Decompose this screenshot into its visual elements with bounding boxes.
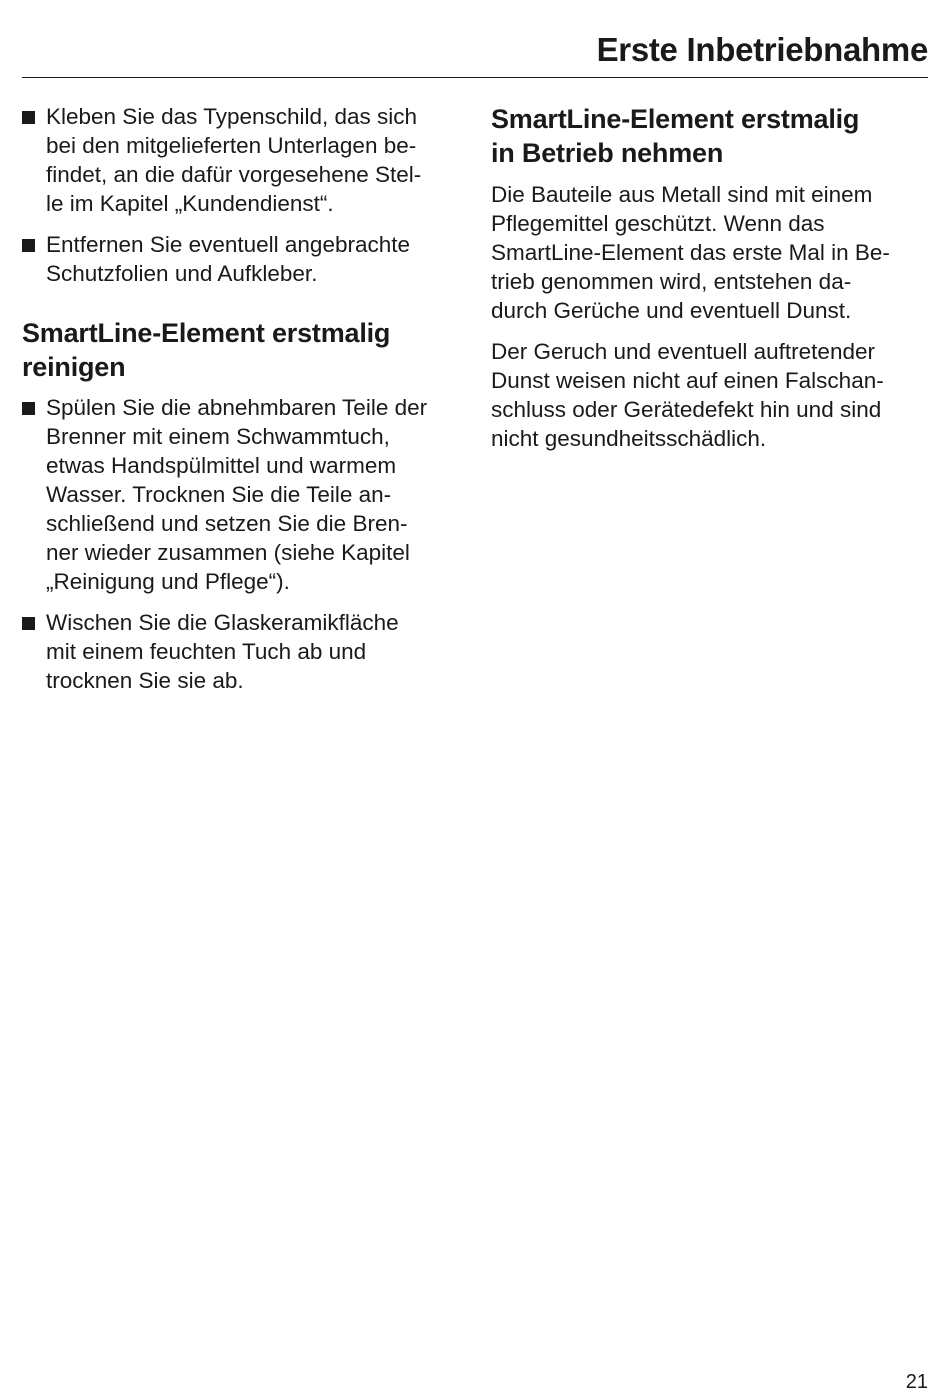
left-column	[22, 102, 466, 707]
paragraph: Die Bauteile aus Metall sind mit einem Pflegemittel geschützt. Wenn das SmartLine-Element das erste Mal in Be- trieb genommen wird, entstehen da- durch Gerüche und eventuell Dunst.	[491, 182, 890, 323]
list-item	[22, 393, 466, 596]
list-item-text: Entfernen Sie eventuell angebrachte Schutzfolien und Aufkleber.	[46, 232, 411, 286]
list-item-text: Kleben Sie das Typenschild, das sich bei den mitgelieferten Unterlagen be- findet, an die dafür vorgesehene Stel- le im Kapitel „Kundendienst“.	[46, 104, 422, 216]
section-heading-first-use: SmartLine-Element erstmalig in Betrieb nehmen	[491, 104, 860, 168]
page-title: Erste Inbetriebnahme	[596, 31, 928, 68]
list-item	[22, 230, 466, 288]
list-item	[22, 102, 466, 218]
square-bullet-icon	[22, 617, 35, 630]
square-bullet-icon	[22, 402, 35, 415]
section-heading-cleaning: SmartLine-Element erstmalig reinigen	[22, 318, 391, 382]
list-item-text: Spülen Sie die abnehmbaren Teile der Brenner mit einem Schwammtuch, etwas Handspülmittel und warmem Wasser. Trocknen Sie die Teile an- schließend und setzen Sie die Bren- ner wieder zusammen (siehe Kapitel „Reinigung und Pflege“).	[46, 395, 428, 594]
page-header	[22, 30, 928, 78]
paragraph: Der Geruch und eventuell auftretender Dunst weisen nicht auf einen Falschan- schluss oder Gerätedefekt hin und sind nicht gesundheitsschädlich.	[491, 339, 884, 451]
page-number: 21	[905, 1371, 928, 1393]
square-bullet-icon	[22, 239, 35, 252]
square-bullet-icon	[22, 111, 35, 124]
right-column	[491, 102, 927, 465]
list-item	[22, 608, 466, 695]
list-item-text: Wischen Sie die Glaskeramikfläche mit einem feuchten Tuch ab und trocknen Sie sie ab.	[46, 610, 399, 693]
